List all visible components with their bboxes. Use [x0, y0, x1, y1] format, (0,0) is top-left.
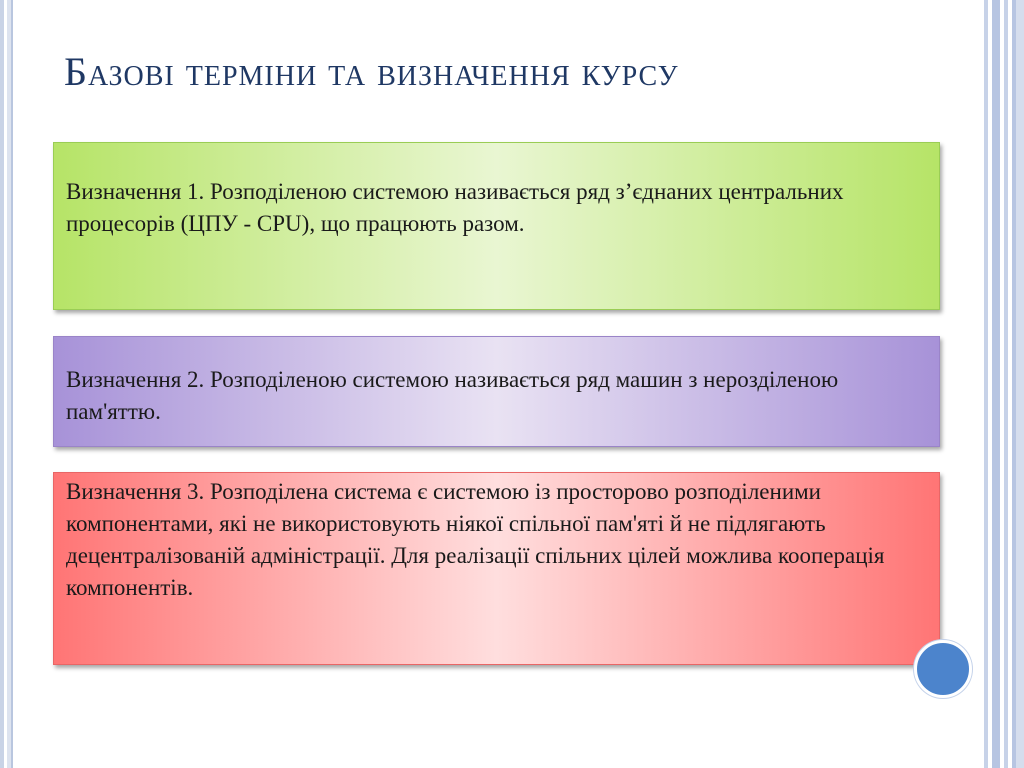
definition-text-3: Визначення 3. Розподілена система є системою із просторово розподіленими компонентами, які не використовують ніякої спільної пам'яті й не підлягають децентралізованій адміністрації. Для реалізації спільних цілей можлива кооперація компонентів. [66, 479, 885, 600]
right-decorative-edge [1016, 0, 1024, 768]
definition-text-2: Визначення 2. Розподіленою системою називається ряд машин з нерозділеною пам'яттю. [66, 367, 839, 424]
definition-text-1: Визначення 1. Розподіленою системою називається ряд з’єднаних центральних процесорів (ЦПУ - CPU), що працюють разом. [66, 179, 844, 236]
slide-title: Базові терміни та визначення курсу [64, 49, 679, 94]
definition-box-1 [53, 142, 940, 310]
definition-box-2 [53, 336, 940, 447]
left-decorative-line [11, 0, 13, 768]
decorative-circle [914, 640, 972, 698]
definition-box-3 [53, 472, 940, 665]
